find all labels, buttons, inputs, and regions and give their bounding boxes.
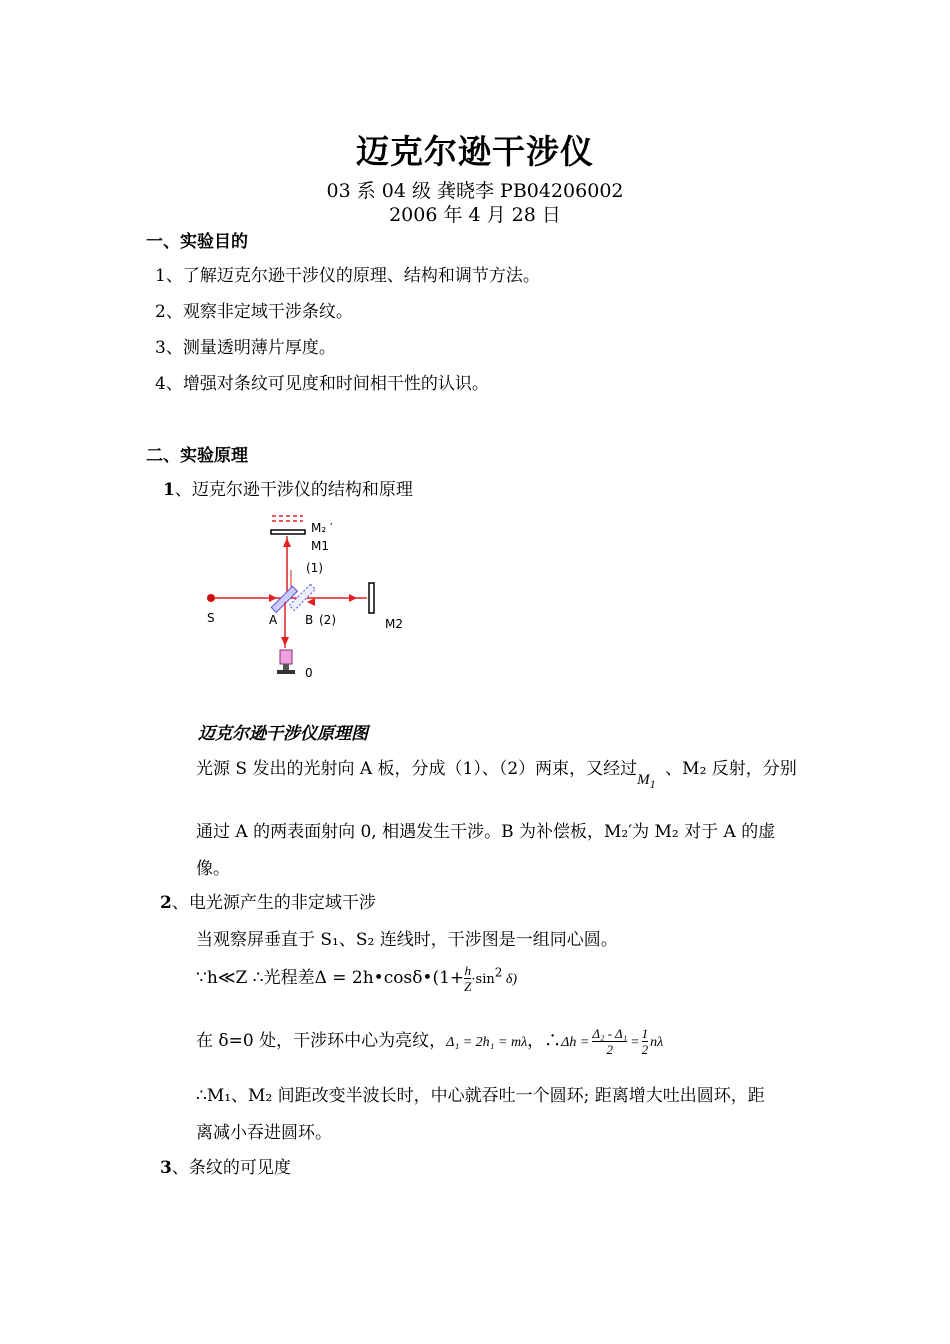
beam-arrow-up <box>283 538 291 547</box>
label-m2-virtual: M₂ ′ <box>311 521 333 535</box>
subheading-2 <box>160 888 376 913</box>
label-plate-a: A <box>269 613 278 627</box>
mirror-m2-virtual <box>272 516 303 521</box>
subheading-3-text: 、条纹的可见度 <box>171 1158 291 1178</box>
equation-1-text-b: ·sin <box>471 972 495 987</box>
equation-1-fraction-den: Z <box>464 979 472 994</box>
paragraph-3-line-1: ∴M₁、M₂ 间距改变半波长时，中心就吞吐一个圆环; 距离增大吐出圆环，距 <box>196 1086 765 1106</box>
subheading-3 <box>160 1153 291 1178</box>
label-source: S <box>207 611 215 625</box>
author-line: 03 系 04 级 龚晓李 PB04206002 <box>326 180 624 202</box>
equation-2-fraction-1 <box>592 1026 627 1057</box>
label-beam2: (2) <box>319 613 336 627</box>
paragraph-1-line-3: 像。 <box>196 859 230 879</box>
equation-1-text-c: δ) <box>502 972 518 987</box>
label-plate-b: B <box>305 613 314 627</box>
subheading-1 <box>163 475 413 500</box>
equation-2-text-a: 在 δ=0 处，干涉环中心为亮纹， <box>196 1031 447 1051</box>
paragraph-1-text-a: 光源 S 发出的光射向 A 板，分成（1）、（2）两束，又经过 <box>196 759 638 779</box>
paragraph-1-line-2: 通过 A 的两表面射向 0, 相遇发生干涉。B 为补偿板，M₂′为 M₂ 对于 A 的虚 <box>196 822 776 842</box>
objective-item: 4、增强对条纹可见度和时间相干性的认识。 <box>155 374 489 394</box>
subheading-2-text: 、电光源产生的非定域干涉 <box>171 893 376 913</box>
date-line: 2006 年 4 月 28 日 <box>389 204 561 226</box>
equation-1-text-a: ∵h≪Z ∴光程差Δ = 2h•cosδ•(1+ <box>196 968 465 988</box>
label-m2: M2 <box>385 617 403 631</box>
beam-arrow-left <box>307 598 315 606</box>
objective-item: 1、了解迈克尔逊干涉仪的原理、结构和调节方法。 <box>155 266 540 286</box>
equation-2-fraction-1-num: Δ₂ - Δ₁ <box>592 1026 628 1041</box>
michelson-diagram <box>195 510 425 690</box>
symbol-m1-subscript: 1 <box>649 777 656 791</box>
label-beam1: (1) <box>306 561 323 575</box>
equation-2-text-d: Δh = <box>561 1035 590 1050</box>
equation-2-fraction-2-den: 2 <box>641 1042 649 1057</box>
equation-2 <box>196 1026 663 1057</box>
light-source <box>207 594 215 602</box>
equation-2-fraction-2 <box>642 1026 649 1057</box>
subheading-3-number: 3 <box>160 1158 172 1178</box>
equation-1-sup: 2 <box>494 965 503 980</box>
paragraph-3-line-2: 离减小吞进圆环。 <box>196 1123 332 1143</box>
mirror-m2 <box>369 583 374 613</box>
paragraph-1-line-1 <box>196 754 797 791</box>
observer-telescope <box>277 650 295 674</box>
subheading-2-number: 2 <box>160 893 172 913</box>
label-observer: 0 <box>305 666 313 680</box>
objective-item: 3、测量透明薄片厚度。 <box>155 338 336 358</box>
section1-heading: 一、实验目的 <box>146 232 248 252</box>
equation-2-fraction-1-den: 2 <box>592 1041 627 1057</box>
equation-1-fraction-num: h <box>464 963 472 978</box>
paragraph-2: 当观察屏垂直于 S₁、S₂ 连线时，干涉图是一组同心圆。 <box>196 930 618 950</box>
beam-arrow-right <box>269 594 277 602</box>
beam-arrow-right-2 <box>349 594 357 602</box>
objective-item: 2、观察非定域干涉条纹。 <box>155 302 353 322</box>
section2-heading: 二、实验原理 <box>146 446 248 466</box>
page-title: 迈克尔逊干涉仪 <box>356 132 594 171</box>
subheading-1-number: 1 <box>163 480 175 500</box>
figure-caption: 迈克尔逊干涉仪原理图 <box>198 724 368 744</box>
equation-2-text-e: nλ <box>650 1035 664 1050</box>
equation-2-text-b: Δ₁ = 2h₁ = mλ <box>446 1035 528 1050</box>
equation-1 <box>196 963 517 994</box>
mirror-m1 <box>271 530 305 534</box>
symbol-m1-letter: M <box>637 772 650 788</box>
paragraph-1-text-b: 、M₂ 反射，分别 <box>665 759 797 779</box>
beam-arrow-down <box>281 637 289 646</box>
equation-2-text-c: ，∴ <box>527 1031 562 1051</box>
equation-2-equals: = <box>630 1035 640 1050</box>
equation-2-fraction-2-num: 1 <box>641 1026 649 1041</box>
subheading-1-text: 、迈克尔逊干涉仪的结构和原理 <box>174 480 413 500</box>
label-m1: M1 <box>311 539 329 553</box>
symbol-m1 <box>637 772 665 792</box>
